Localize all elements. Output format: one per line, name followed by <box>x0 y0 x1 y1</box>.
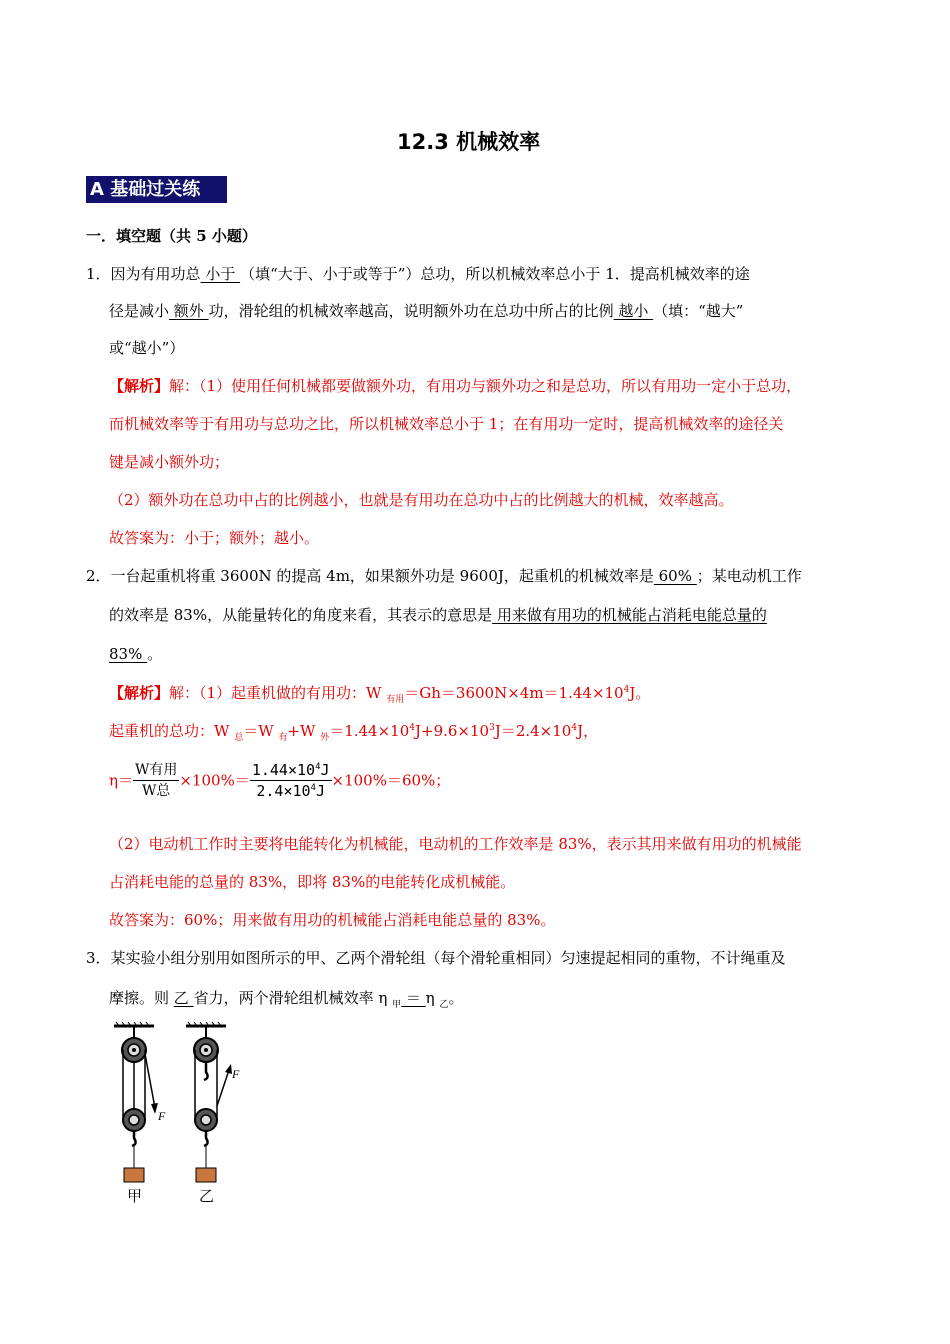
label-right: 乙 <box>199 1187 215 1205</box>
pulley-figure <box>108 1022 258 1207</box>
q3-answer-2: ＝ <box>401 989 426 1007</box>
ceiling-left <box>114 1022 154 1026</box>
q1-answer-3: 越小 <box>613 302 654 320</box>
q1-explanation-3: 键是减小额外功； <box>109 453 230 471</box>
q1-explanation-2: 而机械效率等于有用功与总功之比，所以机械效率总小于 1；在有用功一定时，提高机械效率的途径关 <box>109 415 784 433</box>
q2-explanation-2: 起重机的总功：W $_总$＝W $_有$+W $_外=1.44\times 10^4J+9.6\times 10^3J=2.4\times 10^4J$， <box>109 722 599 743</box>
q1-answer-summary: 故答案为：小于；额外；越小。 <box>109 529 320 547</box>
q1-line2: 径是减小 额外 功，滑轮组的机械效率越高，说明额外功在总功中所占的比例 越小 （填：“越大” <box>109 302 744 320</box>
part-heading: 一．填空题（共 5 小题） <box>86 227 257 245</box>
label-left: 甲 <box>127 1187 143 1205</box>
weight-right <box>196 1168 216 1182</box>
q2-explanation-5: 占消耗电能的总量的 83%，即将 83%的电能转化成机械能。 <box>109 873 516 891</box>
q2-answer-2-cont: 83% <box>109 645 148 663</box>
q1-explanation-1: 【解析】解：（1）使用任何机械都要做额外功，有用功与额外功之和是总功，所以有用功一定小于总功， <box>109 377 802 395</box>
q2-answer-2: 用来做有用功的机械能占消耗电能总量的 <box>492 606 767 624</box>
q1-line3: 或“越小”） <box>109 339 185 357</box>
q2-answer-summary: 故答案为：60%；用来做有用功的机械能占消耗电能总量的 83%。 <box>109 911 556 929</box>
q1-line1: 1．因为有用功总 小于 （填“大于、小于或等于”）总功，所以机械效率总小于 1．提高机械效率的途 <box>86 265 750 283</box>
q2-line1: 2．一台起重机将重 3600N 的提高 4m，如果额外功是 9600J，起重机的机械效率是 60% ；某电动机工作 <box>86 567 802 585</box>
pulley-system-left <box>122 1026 166 1182</box>
q1-answer-1: 小于 <box>200 265 241 283</box>
q3-answer-1: 乙 <box>173 989 194 1007</box>
section-banner: A 基础过关练 <box>86 176 227 203</box>
ceiling-right <box>186 1022 226 1026</box>
q2-explanation-1: 【解析】解：（1）起重机做的有用功：W $_{有用}=Gh=3600N\times 4m=1.44\times 10^4J$。 <box>109 684 651 705</box>
q2-line2: 的效率是 83%，从能量转化的角度来看，其表示的意思是 用来做有用功的机械能占消耗电能总量的 <box>109 606 767 624</box>
q1-explanation-4: （2）额外功在总功中占的比例越小，也就是有用功在总功中占的比例越大的机械，效率越高。 <box>109 491 734 509</box>
pulley-system-right <box>194 1026 240 1182</box>
force-label-right: F <box>232 1067 240 1081</box>
q2-efficiency-formula: η＝ $\frac{\text{W有用}}{\text{W总}}$ ×100%＝ $\frac{1.44\times 10^4J}{2.4\times 10^4J}$ ×100%＝60%； <box>109 761 451 800</box>
q1-answer-2: 额外 <box>169 302 209 320</box>
q2-line3: 83% 。 <box>109 645 163 663</box>
q2-answer-1: 60% <box>653 567 697 585</box>
weight-left <box>124 1168 144 1182</box>
q3-line1: 3．某实验小组分别用如图所示的甲、乙两个滑轮组（每个滑轮重相同）匀速提起相同的重物，不计绳重及 <box>86 949 786 967</box>
q3-line2: 摩擦。则 乙 省力，两个滑轮组机械效率 η $_甲$ ＝ η $_乙$。 <box>109 989 464 1010</box>
page-title: 12.3 机械效率 <box>397 130 541 154</box>
force-label-left: F <box>158 1109 166 1123</box>
q2-explanation-4: （2）电动机工作时主要将电能转化为机械能，电动机的工作效率是 83%，表示其用来做有用功的机械能 <box>109 835 802 853</box>
